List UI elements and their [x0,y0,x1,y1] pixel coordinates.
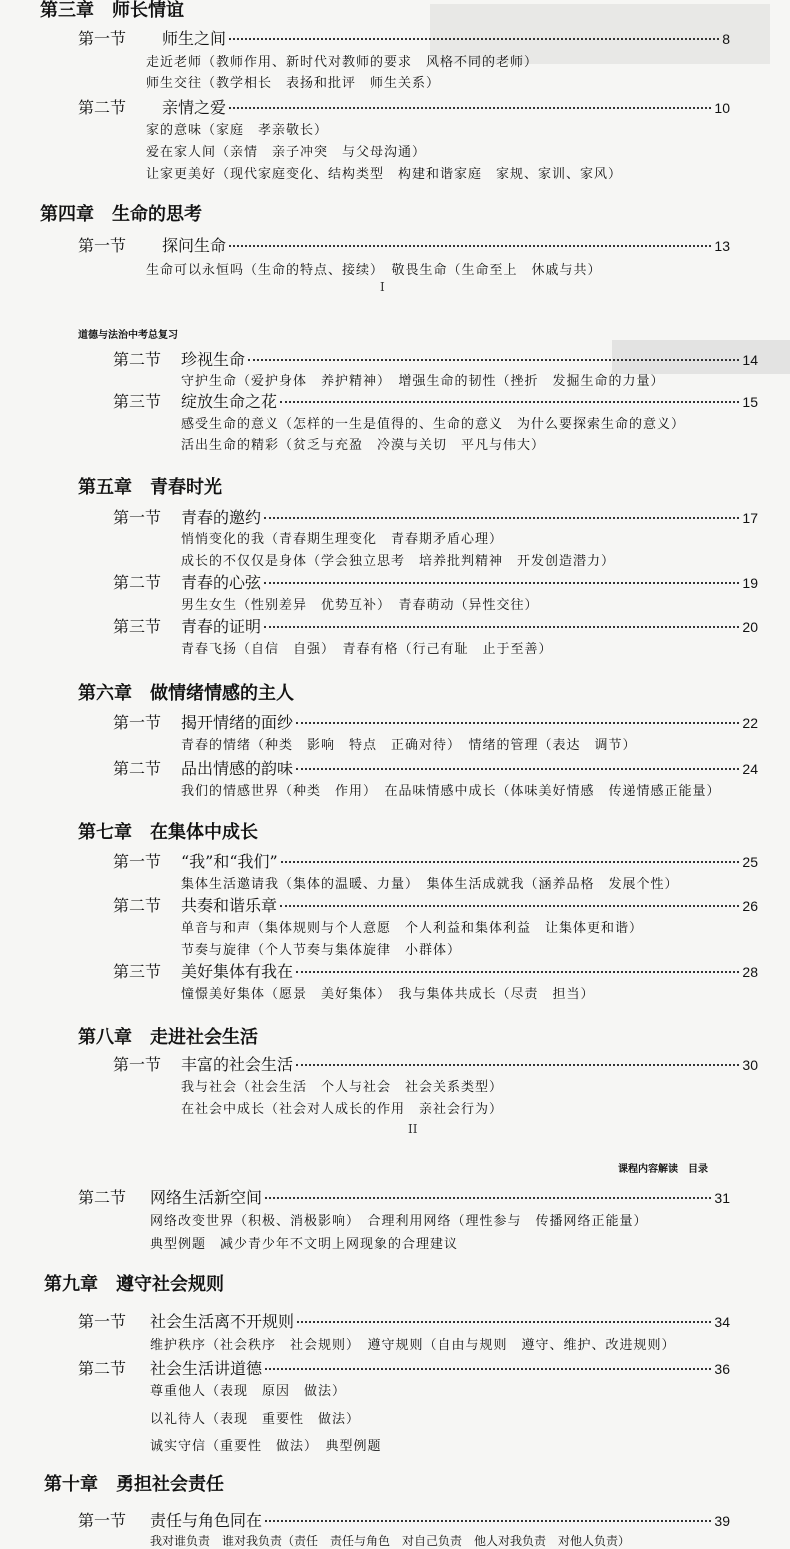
toc-entry[interactable] [113,1052,758,1075]
page-roman-numeral: I [380,280,385,294]
subtopic-line: 活出生命的精彩（贫乏与充盈 冷漠与关切 平凡与伟大） [181,438,546,453]
leader-dots [248,359,739,361]
section-number: 第一节 [78,1312,127,1331]
page-number: 24 [742,761,758,777]
chapter-heading: 第七章 在集体中成长 [78,822,258,843]
subtopic-line: 典型例题 减少青少年不文明上网现象的合理建议 [150,1237,459,1252]
page-number: 36 [714,1361,730,1377]
page-number: 26 [742,898,758,914]
toc-entry[interactable] [113,614,758,637]
subtopic-line: 悄悄变化的我（青春期生理变化 青春期矛盾心理） [181,532,504,547]
leader-dots [297,1321,711,1323]
section-title: 丰富的社会生活 [181,1055,294,1074]
section-title: 探问生命 [162,236,227,255]
section-title: 美好集体有我在 [181,962,294,981]
section-number: 第二节 [78,1188,127,1207]
section-title: 师生之间 [162,29,227,48]
toc-entry[interactable] [113,347,758,370]
section-number: 第一节 [78,1511,127,1530]
subtopic-line: 感受生命的意义（怎样的一生是值得的、生命的意义 为什么要探索生命的意义） [181,417,686,432]
chapter-heading: 第六章 做情绪情感的主人 [78,683,294,704]
subtopic-line: 憧憬美好集体（愿景 美好集体） 我与集体共成长（尽责 担当） [181,987,595,1002]
subtopic-line: 我对谁负责 谁对我负责（责任 责任与角色 对自己负责 他人对我负责 对他人负责） [150,1534,631,1548]
page-number: 10 [714,100,730,116]
toc-entry[interactable] [78,26,730,49]
subtopic-line: 成长的不仅仅是身体（学会独立思考 培养批判精神 开发创造潜力） [181,554,616,569]
leader-dots [280,905,739,907]
page-panel-top [0,0,790,300]
page-roman-numeral: II [408,1122,418,1136]
section-number: 第二节 [113,759,162,778]
section-number: 第二节 [113,350,162,369]
leader-dots [265,1197,711,1199]
subtopic-line: 生命可以永恒吗（生命的特点、接续） 敬畏生命（生命至上 休戚与共） [146,263,602,278]
subtopic-line: 维护秩序（社会秩序 社会规则） 遵守规则（自由与规则 遵守、维护、改进规则） [150,1338,676,1353]
section-number: 第三节 [113,962,162,981]
page-panel-bottom [0,1150,790,1548]
section-title: 青春的心弦 [181,573,262,592]
section-number: 第二节 [113,896,162,915]
toc-entry[interactable] [78,1508,730,1531]
section-number: 第一节 [78,236,127,255]
subtopic-line: 我们的情感世界（种类 作用） 在品味情感中成长（体味美好情感 传递情感正能量） [181,784,721,799]
toc-entry[interactable] [78,1356,730,1379]
subtopic-line: 男生女生（性别差异 优势互补） 青春萌动（异性交往） [181,598,539,613]
toc-entry[interactable] [113,505,758,528]
toc-entry[interactable] [78,1309,730,1332]
toc-entry[interactable] [78,233,730,256]
subtopic-line: 网络改变世界（积极、消极影响） 合理利用网络（理性参与 传播网络正能量） [150,1214,648,1229]
section-title: “我”和“我们” [181,852,278,871]
page-number: 39 [714,1513,730,1529]
page-number: 34 [714,1314,730,1330]
leader-dots [296,1064,739,1066]
section-title: 品出情感的韵味 [181,759,294,778]
toc-entry[interactable] [113,710,758,733]
toc-entry[interactable] [78,1185,730,1208]
section-number: 第三节 [113,617,162,636]
leader-dots [280,401,739,403]
section-number: 第二节 [113,573,162,592]
chapter-heading: 第三章 师长情谊 [40,0,184,21]
section-number: 第二节 [78,98,127,117]
page-number: 15 [742,394,758,410]
section-number: 第一节 [113,852,162,871]
section-title: 珍视生命 [181,350,246,369]
page-number: 14 [742,352,758,368]
page-number: 30 [742,1057,758,1073]
subtopic-line: 青春飞扬（自信 自强） 青春有格（行己有耻 止于至善） [181,642,553,657]
subtopic-line: 走近老师（教师作用、新时代对教师的要求 风格不同的老师） [146,55,539,70]
toc-entry[interactable] [113,389,758,412]
subtopic-line: 让家更美好（现代家庭变化、结构类型 构建和谐家庭 家规、家训、家风） [146,167,623,182]
leader-dots [296,722,739,724]
toc-entry[interactable] [78,95,730,118]
page-number: 19 [742,575,758,591]
subtopic-line: 守护生命（爱护身体 养护精神） 增强生命的韧性（挫折 发掘生命的力量） [181,374,665,389]
leader-dots [296,971,739,973]
chapter-heading: 第五章 青春时光 [78,477,222,498]
subtopic-line: 爱在家人间（亲情 亲子冲突 与父母沟通） [146,145,427,160]
section-title: 社会生活讲道德 [150,1359,263,1378]
section-title: 网络生活新空间 [150,1188,263,1207]
section-title: 揭开情绪的面纱 [181,713,294,732]
page-number: 8 [722,31,730,47]
section-number: 第一节 [113,1055,162,1074]
leader-dots [265,1520,711,1522]
section-title: 绽放生命之花 [181,392,278,411]
section-number: 第一节 [113,508,162,527]
subtopic-line: 单音与和声（集体规则与个人意愿 个人利益和集体利益 让集体更和谐） [181,921,644,936]
subtopic-line: 在社会中成长（社会对人成长的作用 亲社会行为） [181,1102,504,1117]
leader-dots [229,38,719,40]
toc-entry[interactable] [113,893,758,916]
page-number: 22 [742,715,758,731]
subtopic-line: 我与社会（社会生活 个人与社会 社会关系类型） [181,1080,504,1095]
leader-dots [281,861,740,863]
leader-dots [264,582,739,584]
chapter-heading: 第八章 走进社会生活 [78,1027,258,1048]
page-panel-middle [0,300,790,1150]
section-title: 青春的证明 [181,617,262,636]
page-number: 13 [714,238,730,254]
toc-entry[interactable] [113,849,758,872]
section-title: 青春的邀约 [181,508,262,527]
subtopic-line: 以礼待人（表现 重要性 做法） [150,1412,361,1427]
page-number: 28 [742,964,758,980]
subtopic-line: 家的意味（家庭 孝亲敬长） [146,123,329,138]
leader-dots [264,517,739,519]
chapter-heading: 第九章 遵守社会规则 [44,1274,224,1295]
toc-entry[interactable] [113,756,758,779]
leader-dots [265,1368,711,1370]
subtopic-line: 诚实守信（重要性 做法） 典型例题 [150,1439,382,1454]
running-header: 道德与法治中考总复习 [78,330,178,341]
subtopic-line: 节奏与旋律（个人节奏与集体旋律 小群体） [181,943,462,958]
leader-dots [229,245,711,247]
page-number: 31 [714,1190,730,1206]
subtopic-line: 集体生活邀请我（集体的温暖、力量） 集体生活成就我（涵养品格 发展个性） [181,877,679,892]
page-number: 17 [742,510,758,526]
leader-dots [229,107,711,109]
running-header: 课程内容解读 目录 [618,1164,708,1175]
toc-entry[interactable] [113,570,758,593]
section-title: 共奏和谐乐章 [181,896,278,915]
leader-dots [296,768,739,770]
page-number: 25 [742,854,758,870]
section-title: 责任与角色同在 [150,1511,263,1530]
section-number: 第三节 [113,392,162,411]
toc-entry[interactable] [113,959,758,982]
page-number: 20 [742,619,758,635]
subtopic-line: 尊重他人（表现 原因 做法） [150,1384,347,1399]
section-number: 第二节 [78,1359,127,1378]
subtopic-line: 师生交往（教学相长 表扬和批评 师生关系） [146,76,441,91]
section-title: 亲情之爱 [162,98,227,117]
chapter-heading: 第四章 生命的思考 [40,204,202,225]
chapter-heading: 第十章 勇担社会责任 [44,1474,224,1495]
subtopic-line: 青春的情绪（种类 影响 特点 正确对待） 情绪的管理（表达 调节） [181,738,637,753]
section-number: 第一节 [78,29,127,48]
leader-dots [264,626,739,628]
section-title: 社会生活离不开规则 [150,1312,295,1331]
section-number: 第一节 [113,713,162,732]
